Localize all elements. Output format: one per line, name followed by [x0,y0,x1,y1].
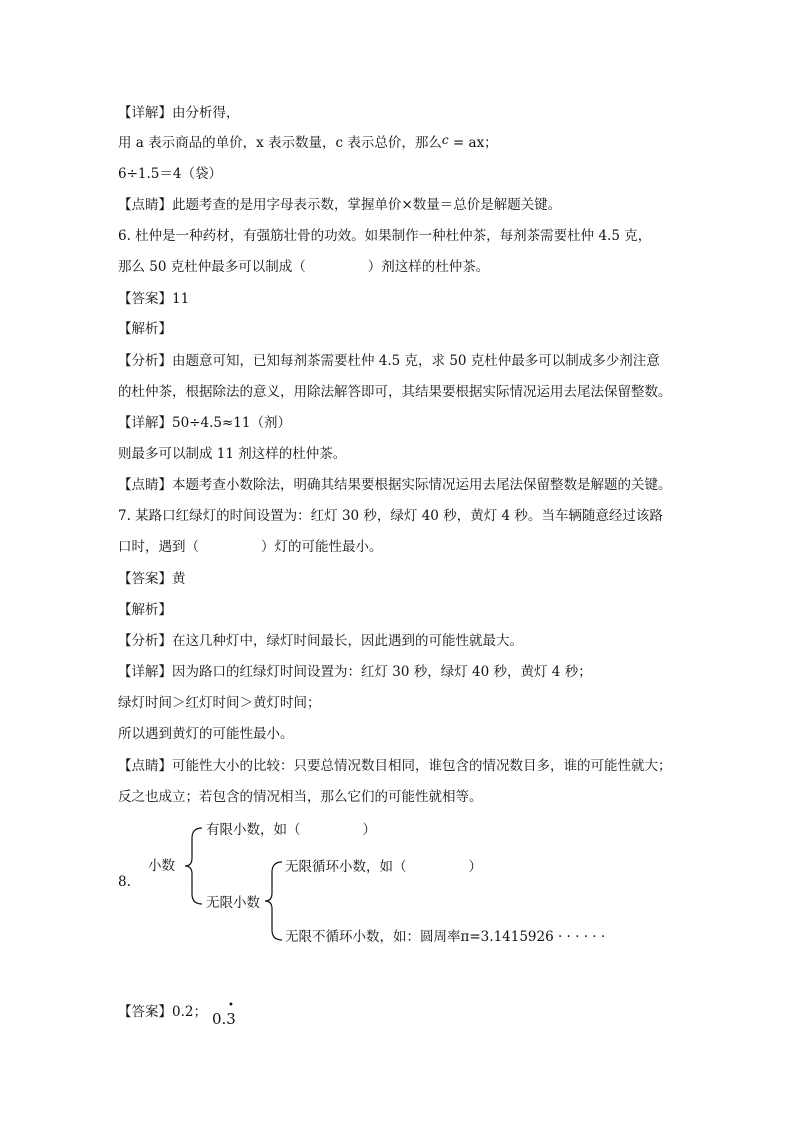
q8-answer-repeating-decimal [212,1010,236,1028]
q7-stem-suffix: ）灯的可能性最小。 [261,539,383,555]
q6-stem-text: 那么 50 克杜仲最多可以制成（ [118,259,306,275]
q6-answer-line [118,290,189,308]
q8-finite-close: ） [362,822,376,838]
detail-tag: 【详解】 [118,105,172,121]
q8-repeating-close: ） [468,859,482,875]
q7-answer-value: 黄 [172,571,186,587]
q8-root-decimal: 小数 [148,858,175,874]
variable-definition-line [118,134,498,152]
q7-answer-line [118,570,186,588]
q8-finite-text: 有限小数，如（ [206,822,301,838]
formula-c-variable: c [441,133,449,147]
q7-analysis-tag: 【分析】 [118,633,172,649]
q8-infinite-decimal: 无限小数 [206,895,260,911]
detail-text: 由分析得， [172,105,240,121]
q6-insight-text: 本题考查小数除法，明确其结果要根据实际情况运用去尾法保留整数是解题的关键。 [172,477,672,493]
q7-detail-line [118,663,592,681]
q8-answer-tag: 【答案】 [118,1004,172,1020]
q8-answer-value: 0.2； [172,1004,207,1020]
q7-conclusion: 所以遇到黄灯的可能性最小。 [118,726,294,742]
q7-insight-line1 [118,757,672,775]
q6-analysis-text: 由题意可知，已知每剂茶需要杜仲 4.5 克，求 50 克杜仲最多可以制成多少剂注意 [172,353,660,369]
q7-detail-text: 因为路口的红绿灯时间设置为：红灯 30 秒，绿灯 40 秒，黄灯 4 秒； [172,664,592,680]
q6-analysis-line2: 的杜仲茶，根据除法的意义，用除法解答即可，其结果要根据实际情况运用去尾法保留整数。 [118,384,672,400]
q6-insight-tag: 【点睛】 [118,477,172,493]
q8-repeating-text: 无限循环小数，如（ [285,859,407,875]
insight-tag: 【点睛】 [118,197,172,213]
q7-analysis-line [118,632,523,650]
q8-answer-line [118,1003,207,1021]
q6-detail-line [118,414,291,432]
q7-stem-text: 口时，遇到（ [118,539,199,555]
q7-stem-line1: 7. 某路口红绿灯的时间设置为：红灯 30 秒，绿灯 40 秒，黄灯 4 秒。当车辆随意经过该路 [118,508,663,524]
q7-analysis-heading: 【解析】 [118,602,172,618]
q6-stem-suffix: ）剂这样的杜仲茶。 [367,259,490,275]
q6-stem-line1: 6. 杜仲是一种药材，有强筋壮骨的功效。如果制作一种杜仲茶，每剂茶需要杜仲 4.5 克， [118,228,652,244]
q6-analysis-heading: 【解析】 [118,321,172,337]
q6-conclusion: 则最多可以制成 11 剂这样的杜仲茶。 [118,446,347,462]
calculation-line: 6÷1.5＝4（袋） [118,166,222,182]
q6-analysis-tag: 【分析】 [118,353,172,369]
q7-insight-tag: 【点睛】 [118,758,172,774]
q8-root-brace [182,826,206,906]
q8-infinite-brace [262,860,286,942]
q6-stem-line2 [118,258,489,276]
q8-finite-decimal [206,821,376,839]
q7-stem-line2 [118,538,383,556]
variable-definition-text: 用 a 表示商品的单价，x 表示数量，c 表示总价，那么 [118,135,442,151]
q7-answer-tag: 【答案】 [118,571,172,587]
insight-text: 此题考查的是用字母表示数，掌握单价×数量＝总价是解题关键。 [172,197,562,213]
q7-insight-text: 可能性大小的比较：只要总情况数目相同，谁包含的情况数目多，谁的可能性就大； [172,758,672,774]
q6-detail-tag: 【详解】 [118,415,172,431]
detail-line [118,104,240,122]
q8-nonrepeating-decimal: 无限不循环小数，如：圆周率π=3.1415926 · · · · · · [285,929,606,945]
q6-detail-text: 50÷4.5≈11（剂） [172,415,291,431]
formula-rest: = ax； [448,135,498,151]
q7-comparison: 绿灯时间＞红灯时间＞黄灯时间； [118,695,321,711]
q8-number: 8. [118,874,131,890]
q8-answer-repeating-value: 0.3 [212,1010,236,1028]
q7-analysis-text: 在这几种灯中，绿灯时间最长，因此遇到的可能性就最大。 [172,633,523,649]
insight-line [118,196,561,214]
q8-repeating-decimal [285,858,482,876]
q6-answer-value: 11 [172,291,190,307]
q7-detail-tag: 【详解】 [118,664,172,680]
q6-answer-tag: 【答案】 [118,291,172,307]
q8-repeating-dot-icon: • [228,1000,234,1011]
q6-analysis-line1 [118,352,660,370]
q7-insight-line2: 反之也成立；若包含的情况相当，那么它们的可能性就相等。 [118,789,483,805]
q6-insight-line [118,476,672,494]
